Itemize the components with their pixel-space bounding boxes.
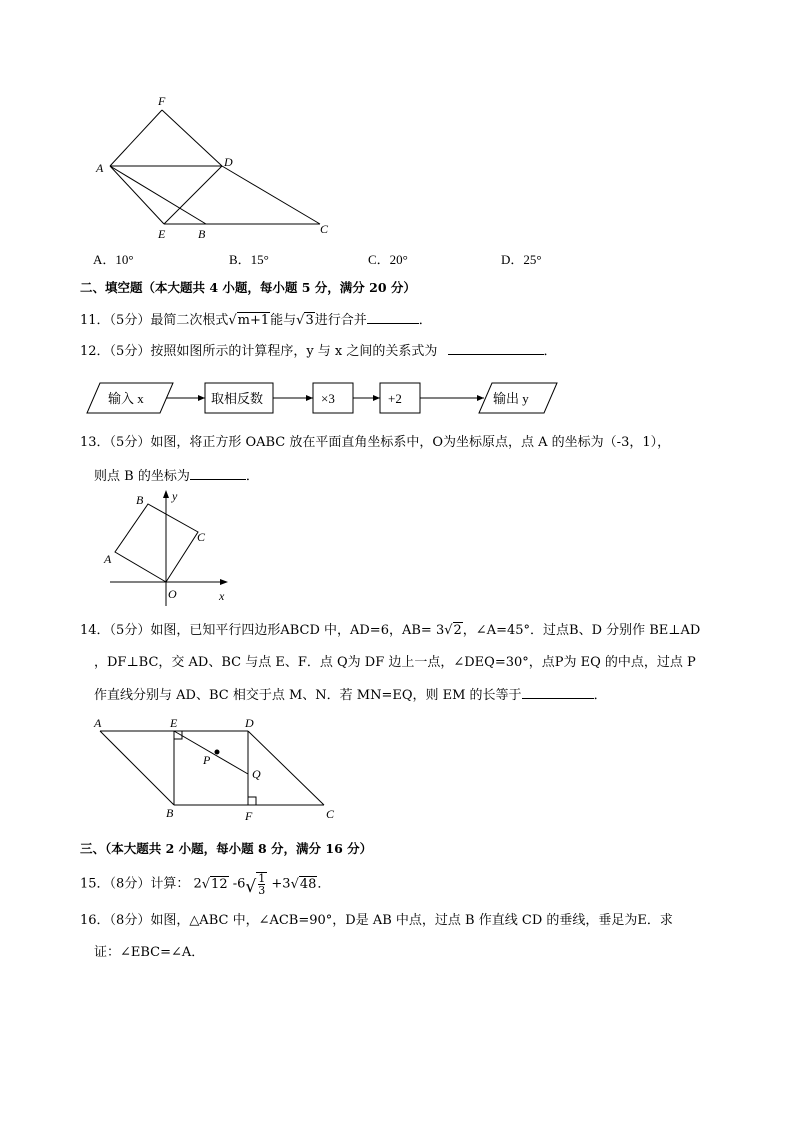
q13-prefix: 则点 B 的坐标为 — [94, 469, 190, 484]
q14-line1-a: 14．（5分）如图，已知平行四边形ABCD 中，AD=6，AB= 3 — [80, 623, 445, 638]
q12-text: 12．（5分）按照如图所示的计算程序，y 与 x 之间的关系式为 — [80, 344, 438, 359]
flow-step-times3: ×3 — [321, 391, 335, 406]
label-B: B — [136, 493, 144, 507]
question-14-line3 — [94, 685, 607, 705]
q11-sqrt2: √3 — [296, 313, 314, 328]
question-13-line1: 13．（5分）如图，将正方形 OABC 放在平面直角坐标系中，O为坐标原点，点 A 的坐标为（-3，1）， — [80, 435, 671, 450]
flow-step-negate: 取相反数 — [211, 391, 264, 406]
label-A: A — [96, 161, 104, 175]
q15-term3-coef: +3 — [271, 876, 291, 892]
label-P: P — [203, 753, 211, 767]
label-F: F — [245, 809, 253, 823]
label-B: B — [166, 806, 174, 820]
label-E: E — [170, 716, 178, 730]
figure-q10 — [90, 90, 350, 245]
q11-prefix: 11．（5分）最简二次根式 — [80, 313, 229, 328]
q15-sqrt1: √12 — [201, 876, 228, 892]
q15-radicand3: 48 — [299, 876, 317, 892]
flow-diagram — [80, 378, 570, 420]
q15-prefix: 15．（8分）计算： — [80, 876, 190, 892]
question-16-line2: 证：∠EBC=∠A． — [94, 945, 205, 960]
label-D: D — [224, 155, 233, 169]
label-D: D — [245, 716, 254, 730]
q15-denominator: 3 — [258, 884, 266, 897]
label-O: O — [168, 587, 177, 601]
figure-q14 — [88, 714, 348, 824]
label-A: A — [94, 716, 102, 730]
label-C: C — [326, 807, 335, 821]
q11-end: ． — [418, 313, 432, 328]
q11-radicand2: 3 — [305, 313, 314, 328]
q13-end: ． — [245, 469, 259, 484]
q15-sqrt2: √ — [245, 876, 257, 897]
label-C: C — [320, 222, 329, 236]
question-11 — [80, 310, 432, 330]
label-A: A — [104, 552, 112, 566]
flow-output: 输出 y — [493, 391, 529, 406]
q14-end: ． — [593, 688, 607, 703]
q15-radicand1: 12 — [211, 876, 228, 892]
question-16-line1: 16．（8分）如图，△ABC 中，∠ACB=90°，D是 AB 中点，过点 B 作直线 CD 的垂线，垂足为E．求 — [80, 913, 673, 928]
q14-line3: 作直线分别与 AD、BC 相交于点 M、N．若 MN=EQ，则 EM 的长等于 — [94, 688, 522, 703]
question-13-line2 — [94, 466, 259, 486]
q14-answer-blank[interactable] — [522, 685, 594, 699]
q14-radicand: 2 — [453, 623, 462, 638]
q14-sqrt: √2 — [444, 623, 462, 638]
q13-answer-blank[interactable] — [190, 466, 246, 480]
label-F: F — [158, 94, 166, 108]
label-x: x — [219, 589, 225, 603]
label-y: y — [172, 489, 178, 503]
q12-answer-blank[interactable] — [448, 341, 544, 355]
q11-answer-blank[interactable] — [367, 310, 419, 324]
option-c[interactable]: C．20° — [368, 252, 408, 267]
question-15 — [80, 872, 330, 900]
section-2-title: 二、填空题（本大题共 4 小题，每小题 5 分，满分 20 分） — [80, 280, 416, 295]
q15-end: ． — [317, 876, 331, 892]
figure-q13 — [100, 488, 240, 606]
q11-radicand: m+1 — [237, 313, 270, 328]
q11-mid: 能与 — [270, 313, 297, 328]
q14-line1-b: ，∠A=45°．过点B、D 分别作 BE⊥AD — [462, 623, 701, 638]
option-b[interactable]: B．15° — [229, 252, 269, 267]
option-d[interactable]: D．25° — [501, 252, 542, 267]
q11-suffix: 进行合并 — [314, 313, 367, 328]
q11-sqrt: √m+1 — [228, 313, 270, 328]
flow-step-plus2: +2 — [388, 391, 402, 406]
option-a[interactable]: A．10° — [93, 252, 134, 267]
question-14-line1 — [80, 622, 700, 640]
q15-sqrt3: √48 — [290, 876, 317, 892]
q12-end: ． — [543, 344, 557, 359]
section-3-title: 三、（本大题共 2 小题，每小题 8 分，满分 16 分） — [80, 841, 373, 856]
flow-input: 输入 x — [108, 391, 144, 406]
question-12 — [80, 341, 557, 361]
q15-fraction — [256, 872, 267, 896]
q15-term2-coef: -6 — [232, 876, 246, 892]
label-E: E — [158, 227, 166, 241]
label-B: B — [198, 227, 206, 241]
label-C: C — [197, 530, 206, 544]
q15-term1-coef: 2 — [193, 876, 202, 892]
label-Q: Q — [252, 767, 261, 781]
question-14-line2: ，DF⊥BC，交 AD、BC 与点 E、F．点 Q为 DF 边上一点，∠DEQ=30°，点P为 EQ 的中点，过点 P — [94, 655, 696, 670]
q15-numerator: 1 — [258, 872, 266, 885]
